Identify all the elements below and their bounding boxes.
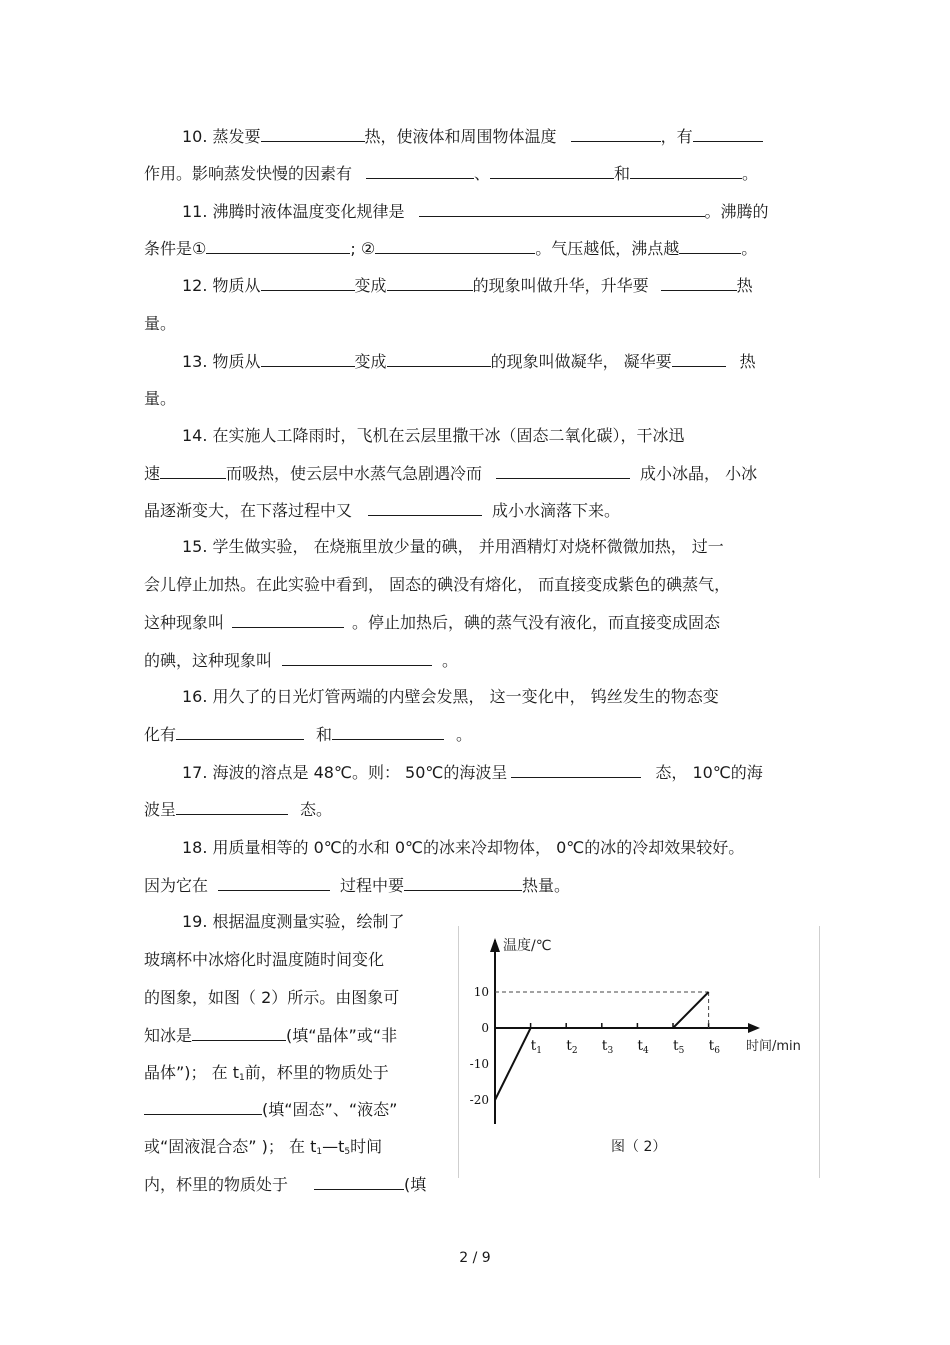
x-tick-label: $t_6$ bbox=[708, 1038, 720, 1056]
answer-blank[interactable] bbox=[314, 1173, 404, 1190]
y-axis-arrow bbox=[490, 938, 500, 952]
answer-blank[interactable] bbox=[693, 125, 763, 142]
q14-line2: 速 而吸热，使云层中水蒸气急剧遇冷而 成小冰晶， 小冰 bbox=[144, 464, 758, 483]
answer-blank[interactable] bbox=[176, 798, 288, 815]
q19-line1: 19. 根据温度测量实验，绘制了 bbox=[182, 912, 405, 931]
q18-line1: 18. 用质量相等的 0℃的水和 0℃的冰来冷却物体， 0℃的冰的冷却效果较好。 bbox=[182, 838, 745, 857]
answer-blank[interactable] bbox=[192, 1024, 286, 1041]
page-number: 2 / 9 bbox=[459, 1250, 491, 1266]
x-tick-label: $t_4$ bbox=[637, 1038, 649, 1056]
x-tick-label: $t_2$ bbox=[566, 1038, 578, 1056]
answer-blank[interactable] bbox=[387, 350, 491, 367]
answer-blank[interactable] bbox=[375, 237, 535, 254]
answer-blank[interactable] bbox=[144, 1098, 262, 1115]
q19-line7: 或“固液混合态” )； 在 $t_1—t_5$时间 bbox=[144, 1137, 383, 1157]
answer-blank[interactable] bbox=[419, 200, 705, 217]
q10-line1: 10. 蒸发要 热，使液体和周围物体温度 ，有 bbox=[182, 125, 763, 148]
q13-line2: 量。 bbox=[144, 389, 177, 408]
q11-line1: 11. 沸腾时液体温度变化规律是 。沸腾的 bbox=[182, 202, 769, 221]
figure-caption: 图（ 2） bbox=[611, 1139, 667, 1155]
q12-line2: 量。 bbox=[144, 314, 177, 333]
answer-blank[interactable] bbox=[261, 350, 355, 367]
q10-line2: 作用。影响蒸发快慢的因素有 、 和 。 bbox=[144, 164, 759, 183]
answer-blank[interactable] bbox=[206, 237, 350, 254]
q19-line3: 的图象，如图（ 2）所示。由图象可 bbox=[144, 988, 400, 1007]
answer-blank[interactable] bbox=[672, 350, 726, 367]
answer-blank[interactable] bbox=[218, 874, 330, 891]
q14-line1: 14. 在实施人工降雨时，飞机在云层里撒干冰（固态二氧化碳），干冰迅 bbox=[182, 426, 685, 445]
answer-blank[interactable] bbox=[571, 125, 661, 142]
q19-line5: 晶体”)； 在 $t_1$前，杯里的物质处于 bbox=[144, 1063, 389, 1083]
x-tick-label: $t_3$ bbox=[601, 1038, 614, 1056]
q16-line1: 16. 用久了的日光灯管两端的内壁会发黑， 这一变化中， 钨丝发生的物态变 bbox=[182, 687, 719, 706]
q15-line2: 会儿停止加热。在此实验中看到， 固态的碘没有熔化， 而直接变成紫色的碘蒸气， bbox=[144, 575, 731, 594]
answer-blank[interactable] bbox=[490, 162, 614, 179]
answer-blank[interactable] bbox=[368, 499, 482, 516]
answer-blank[interactable] bbox=[261, 274, 355, 291]
answer-blank[interactable] bbox=[232, 611, 344, 628]
y-tick-label: 0 bbox=[481, 1021, 489, 1035]
answer-blank[interactable] bbox=[282, 649, 432, 666]
answer-blank[interactable] bbox=[160, 462, 226, 479]
answer-blank[interactable] bbox=[366, 162, 474, 179]
answer-blank[interactable] bbox=[176, 723, 304, 740]
q19-line8: 内，杯里的物质处于 (填 bbox=[144, 1175, 427, 1194]
answer-blank[interactable] bbox=[496, 462, 630, 479]
q17-line1: 17. 海波的溶点是 48℃。则： 50℃的海波呈 态， 10℃的海 bbox=[182, 763, 763, 782]
q19-line6: (填“固态”、“液态” bbox=[144, 1098, 397, 1121]
q16-line2: 化有 和 。 bbox=[144, 725, 473, 744]
x-tick-label: $t_5$ bbox=[673, 1038, 685, 1056]
temperature-time-chart bbox=[469, 928, 801, 1124]
x-tick-label: $t_1$ bbox=[530, 1038, 542, 1056]
q17-line2: 波呈 态。 bbox=[144, 800, 333, 819]
q18-line2: 因为它在 过程中要 热量。 bbox=[144, 876, 571, 895]
y-tick-label: 10 bbox=[473, 985, 489, 999]
x-axis-arrow bbox=[748, 1023, 760, 1033]
q15-line3: 这种现象叫 。停止加热后，碘的蒸气没有液化，而直接变成固态 bbox=[144, 613, 721, 632]
y-axis-label: 温度/℃ bbox=[503, 938, 552, 954]
answer-blank[interactable] bbox=[332, 723, 444, 740]
y-tick-label: -20 bbox=[469, 1093, 489, 1107]
q13-line1: 13. 物质从 变成 的现象叫做凝华， 凝华要 热 bbox=[182, 352, 756, 371]
answer-blank[interactable] bbox=[387, 274, 473, 291]
q12-line1: 12. 物质从 变成 的现象叫做升华，升华要 热 bbox=[182, 276, 753, 295]
q15-line1: 15. 学生做实验， 在烧瓶里放少量的碘， 并用酒精灯对烧杯微微加热， 过一 bbox=[182, 537, 724, 556]
q19-line4: 知冰是 (填“晶体”或“非 bbox=[144, 1026, 398, 1045]
answer-blank[interactable] bbox=[404, 874, 522, 891]
q15-line4: 的碘，这种现象叫 。 bbox=[144, 651, 459, 670]
y-tick-label: -10 bbox=[469, 1057, 489, 1071]
x-axis-label: 时间/min bbox=[746, 1039, 801, 1054]
q11-line2: 条件是① ; ② 。气压越低，沸点越 。 bbox=[144, 239, 758, 258]
answer-blank[interactable] bbox=[511, 761, 641, 778]
answer-blank[interactable] bbox=[261, 125, 365, 142]
answer-blank[interactable] bbox=[679, 237, 741, 254]
answer-blank[interactable] bbox=[630, 162, 742, 179]
q14-line3: 晶逐渐变大，在下落过程中又 成小水滴落下来。 bbox=[144, 501, 621, 520]
q19-line2: 玻璃杯中冰熔化时温度随时间变化 bbox=[144, 950, 385, 969]
answer-blank[interactable] bbox=[661, 274, 737, 291]
